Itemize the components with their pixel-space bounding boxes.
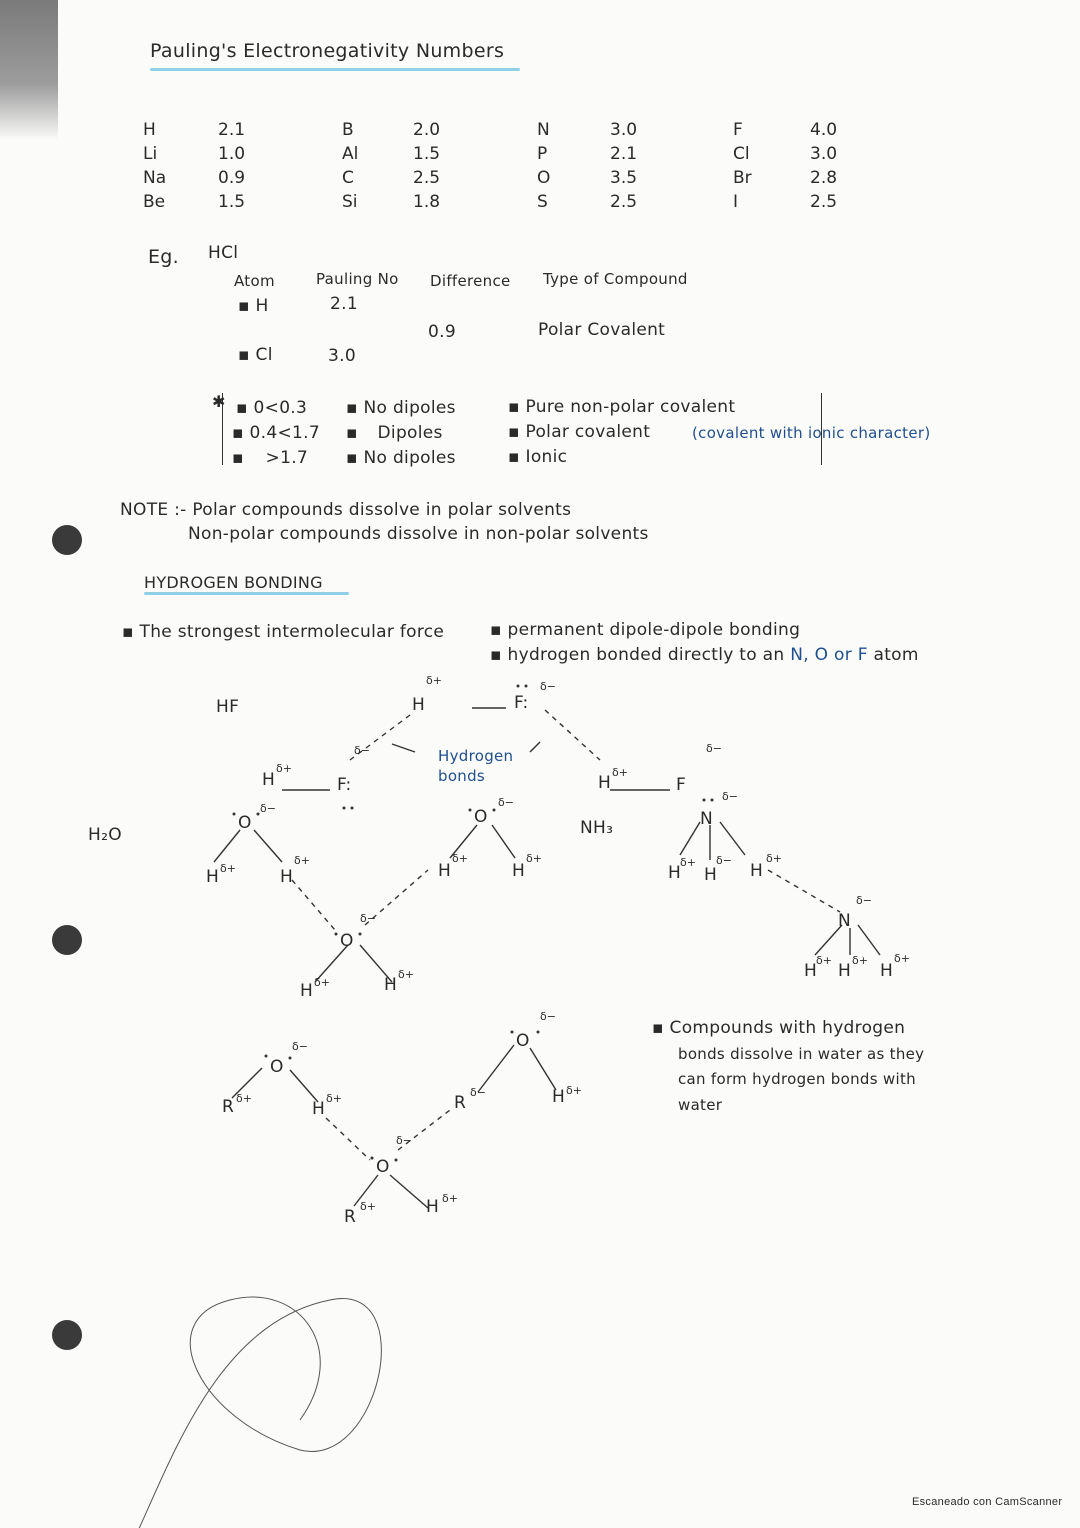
table-col3-elements: N P O S xyxy=(537,120,551,212)
page-title: Pauling's Electronegativity Numbers xyxy=(150,40,505,62)
note-line1: NOTE :- Polar compounds dissolve in polar solvents xyxy=(120,500,572,520)
bond-line xyxy=(478,1045,514,1092)
eg-label: Eg. xyxy=(148,246,180,268)
rule-type-3: ▪ Ionic xyxy=(508,447,568,467)
svg-text:δ−: δ− xyxy=(292,1040,308,1053)
table-col1-elements: H Li Na Be xyxy=(143,120,167,212)
svg-text:H: H xyxy=(668,863,681,883)
svg-text:H: H xyxy=(300,981,313,1001)
bond-line xyxy=(492,825,515,858)
bond-line xyxy=(530,1048,556,1090)
svg-text:R: R xyxy=(454,1093,466,1113)
svg-text:H: H xyxy=(552,1087,565,1107)
example-type: Polar Covalent xyxy=(538,320,666,340)
header-pauling: Pauling No xyxy=(316,270,399,288)
svg-text:H: H xyxy=(206,867,219,887)
hf-label: HF xyxy=(216,697,240,717)
svg-text:δ−: δ− xyxy=(260,802,276,815)
example-atom-h: ▪ H xyxy=(238,296,269,316)
svg-text:O: O xyxy=(376,1157,390,1177)
rule-range-2: ▪ 0.4<1.7 xyxy=(232,423,320,443)
table-col3-values: 3.0 2.1 3.5 2.5 xyxy=(610,120,638,212)
rule-dipole-3: ▪ No dipoles xyxy=(346,448,456,468)
header-difference: Difference xyxy=(430,272,511,290)
svg-text:δ+: δ+ xyxy=(566,1084,582,1097)
svg-text:δ−: δ− xyxy=(360,912,376,925)
svg-text:δ+: δ+ xyxy=(526,852,542,865)
svg-text:δ+: δ+ xyxy=(852,954,868,967)
section-heading: HYDROGEN BONDING xyxy=(144,573,323,592)
svg-text:δ+: δ+ xyxy=(816,954,832,967)
rule-type-1: ▪ Pure non-polar covalent xyxy=(508,397,736,417)
hydrogen-bond xyxy=(326,1118,370,1160)
svg-text:H: H xyxy=(412,695,425,715)
svg-text:δ+: δ+ xyxy=(398,968,414,981)
dissolve-note-line2: bonds dissolve in water as they xyxy=(678,1045,925,1063)
svg-text:H: H xyxy=(384,975,397,995)
svg-text:O: O xyxy=(516,1031,530,1051)
svg-text:δ+: δ+ xyxy=(442,1192,458,1205)
svg-text:δ−: δ− xyxy=(354,744,370,757)
example-value-h: 2.1 xyxy=(330,294,358,314)
table-col4-values: 4.0 3.0 2.8 2.5 xyxy=(810,120,838,212)
svg-text:δ+: δ+ xyxy=(894,952,910,965)
hydrogen-bond xyxy=(292,880,335,930)
rule-note-extra: (covalent with ionic character) xyxy=(692,424,931,442)
svg-text:δ+: δ+ xyxy=(680,856,696,869)
bond-line xyxy=(858,925,880,955)
svg-text:δ+: δ+ xyxy=(220,862,236,875)
arrow-line xyxy=(392,744,415,752)
bond-line xyxy=(680,822,700,855)
svg-text:δ+: δ+ xyxy=(766,852,782,865)
scanner-footer: Escaneado con CamScanner xyxy=(912,1496,1063,1508)
nh3-label: NH₃ xyxy=(580,818,614,838)
dissolve-note-line4: water xyxy=(678,1096,723,1114)
svg-text:δ+: δ+ xyxy=(294,854,310,867)
note-line2: Non-polar compounds dissolve in non-polar solvents xyxy=(188,524,649,544)
svg-text:δ−: δ− xyxy=(540,1010,556,1023)
svg-text:δ−: δ− xyxy=(716,854,732,867)
example-atom-cl: ▪ Cl xyxy=(238,345,273,365)
rule-dipole-2: ▪ Dipoles xyxy=(346,423,443,443)
hb-point-1: ▪ permanent dipole-dipole bonding xyxy=(490,620,801,640)
table-col1-values: 2.1 1.0 0.9 1.5 xyxy=(218,120,246,212)
header-atom: Atom xyxy=(234,272,275,290)
rule-range-1: ▪ 0<0.3 xyxy=(236,398,308,418)
svg-text:δ−: δ− xyxy=(396,1134,412,1147)
bond-line xyxy=(390,1175,428,1208)
svg-text:δ+: δ+ xyxy=(314,976,330,989)
table-col2-values: 2.0 1.5 2.5 1.8 xyxy=(413,120,441,212)
example-value-cl: 3.0 xyxy=(328,346,356,366)
bond-line xyxy=(720,822,745,855)
svg-text:H: H xyxy=(280,867,293,887)
rule-range-3: ▪ >1.7 xyxy=(232,448,309,468)
svg-text:H: H xyxy=(426,1197,439,1217)
rule-dipole-1: ▪ No dipoles xyxy=(346,398,456,418)
svg-text:H: H xyxy=(262,770,275,790)
svg-text:R: R xyxy=(222,1097,234,1117)
hb-point-2: ▪ hydrogen bonded directly to an N, O or F atom xyxy=(490,645,919,665)
svg-text:H: H xyxy=(804,961,817,981)
table-col2-elements: B Al C Si xyxy=(342,120,359,212)
svg-text:δ−: δ− xyxy=(470,1086,486,1099)
svg-text:H: H xyxy=(750,861,763,881)
svg-text:δ−: δ− xyxy=(498,796,514,809)
svg-text:δ−: δ− xyxy=(856,894,872,907)
svg-text:F:: F: xyxy=(514,693,529,713)
svg-text:δ+: δ+ xyxy=(326,1092,342,1105)
svg-text:O: O xyxy=(270,1057,284,1077)
svg-text:H: H xyxy=(512,861,525,881)
svg-text:δ+: δ+ xyxy=(452,852,468,865)
svg-text:H: H xyxy=(838,961,851,981)
svg-text:O: O xyxy=(340,931,354,951)
svg-text:N: N xyxy=(838,911,851,931)
dissolve-note-line3: can form hydrogen bonds with xyxy=(678,1070,916,1088)
hb-caption: Hydrogen bonds xyxy=(438,747,514,785)
svg-text:O: O xyxy=(238,813,252,833)
table-col4-elements: F Cl Br I xyxy=(733,120,752,212)
arrow-line xyxy=(530,742,540,752)
dissolve-note-line1: ▪ Compounds with hydrogen xyxy=(652,1018,906,1038)
bond-line xyxy=(214,830,240,862)
svg-text:F:: F: xyxy=(337,775,352,795)
svg-text:δ+: δ+ xyxy=(360,1200,376,1213)
hydrogen-bond xyxy=(545,710,600,760)
example-compound: HCl xyxy=(208,243,239,263)
svg-text:δ−: δ− xyxy=(722,790,738,803)
bond-line xyxy=(254,830,282,862)
rule-type-2: ▪ Polar covalent xyxy=(508,422,651,442)
svg-text:H: H xyxy=(438,861,451,881)
h2o-label: H₂O xyxy=(88,825,122,845)
svg-text:δ−: δ− xyxy=(706,742,722,755)
strongest-force: ▪ The strongest intermolecular force xyxy=(122,622,445,642)
hydrogen-bond xyxy=(768,870,840,912)
star-icon: ✱ xyxy=(212,392,226,411)
svg-text:H: H xyxy=(704,865,717,885)
svg-text:δ+: δ+ xyxy=(426,674,442,687)
header-type: Type of Compound xyxy=(543,270,688,288)
svg-text:δ+: δ+ xyxy=(612,766,628,779)
svg-text:F: F xyxy=(676,775,686,795)
svg-text:O: O xyxy=(474,807,488,827)
svg-text:H: H xyxy=(312,1099,325,1119)
svg-text:H: H xyxy=(880,961,893,981)
example-difference: 0.9 xyxy=(428,322,456,342)
bond-line xyxy=(290,1070,318,1102)
svg-text:R: R xyxy=(344,1207,356,1227)
svg-text:δ+: δ+ xyxy=(276,762,292,775)
pen-scribble xyxy=(90,1297,381,1528)
svg-text:δ+: δ+ xyxy=(236,1092,252,1105)
svg-text:H: H xyxy=(598,773,611,793)
svg-text:N: N xyxy=(700,809,713,829)
svg-text:δ−: δ− xyxy=(540,680,556,693)
